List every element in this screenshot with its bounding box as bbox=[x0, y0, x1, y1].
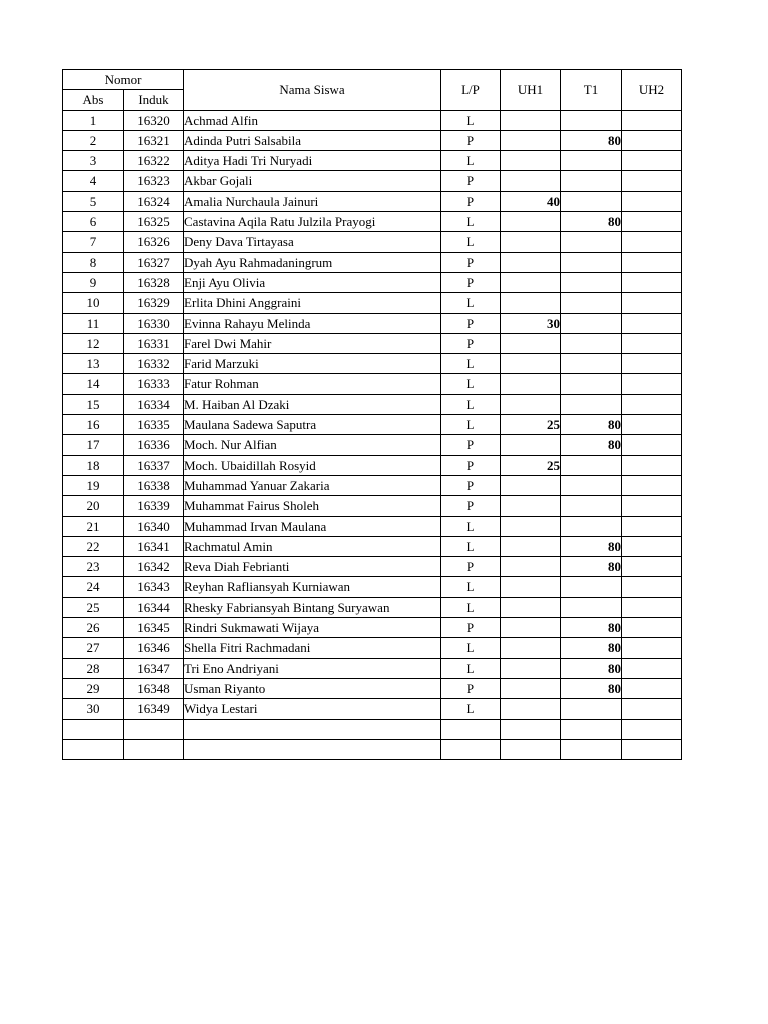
cell-lp: L bbox=[441, 577, 501, 597]
cell-abs: 19 bbox=[63, 475, 124, 495]
cell-uh2 bbox=[622, 739, 682, 759]
cell-nama: Farid Marzuki bbox=[184, 354, 441, 374]
cell-abs: 15 bbox=[63, 394, 124, 414]
cell-nama: Evinna Rahayu Melinda bbox=[184, 313, 441, 333]
cell-nama: Akbar Gojali bbox=[184, 171, 441, 191]
cell-uh2 bbox=[622, 252, 682, 272]
cell-uh1 bbox=[501, 638, 561, 658]
table-row bbox=[63, 516, 682, 536]
table-row bbox=[63, 699, 682, 719]
table-row bbox=[63, 110, 682, 130]
cell-lp: P bbox=[441, 557, 501, 577]
table-row bbox=[63, 475, 682, 495]
cell-t1 bbox=[561, 394, 622, 414]
cell-lp: L bbox=[441, 151, 501, 171]
cell-uh1 bbox=[501, 577, 561, 597]
cell-uh2 bbox=[622, 212, 682, 232]
cell-uh1 bbox=[501, 496, 561, 516]
cell-abs: 20 bbox=[63, 496, 124, 516]
table-row bbox=[63, 293, 682, 313]
table-row bbox=[63, 739, 682, 759]
table-row bbox=[63, 212, 682, 232]
cell-lp: P bbox=[441, 252, 501, 272]
table-row bbox=[63, 333, 682, 353]
cell-t1: 80 bbox=[561, 658, 622, 678]
table-row bbox=[63, 658, 682, 678]
cell-uh2 bbox=[622, 293, 682, 313]
cell-abs: 12 bbox=[63, 333, 124, 353]
table-row bbox=[63, 638, 682, 658]
cell-uh1 bbox=[501, 354, 561, 374]
cell-uh2 bbox=[622, 171, 682, 191]
table-row bbox=[63, 618, 682, 638]
cell-uh2 bbox=[622, 130, 682, 150]
cell-uh2 bbox=[622, 577, 682, 597]
cell-induk: 16340 bbox=[124, 516, 184, 536]
cell-t1: 80 bbox=[561, 638, 622, 658]
cell-t1 bbox=[561, 374, 622, 394]
cell-lp: P bbox=[441, 475, 501, 495]
cell-induk: 16330 bbox=[124, 313, 184, 333]
table-row bbox=[63, 272, 682, 292]
cell-nama bbox=[184, 739, 441, 759]
cell-induk: 16337 bbox=[124, 455, 184, 475]
table-row bbox=[63, 191, 682, 211]
cell-t1 bbox=[561, 354, 622, 374]
cell-nama: Amalia Nurchaula Jainuri bbox=[184, 191, 441, 211]
cell-uh2 bbox=[622, 658, 682, 678]
cell-t1 bbox=[561, 739, 622, 759]
cell-t1 bbox=[561, 719, 622, 739]
cell-uh1: 40 bbox=[501, 191, 561, 211]
cell-lp: P bbox=[441, 171, 501, 191]
cell-abs: 5 bbox=[63, 191, 124, 211]
table-row bbox=[63, 374, 682, 394]
cell-uh1 bbox=[501, 374, 561, 394]
cell-nama: Farel Dwi Mahir bbox=[184, 333, 441, 353]
header-abs: Abs bbox=[63, 90, 124, 110]
cell-nama: Rachmatul Amin bbox=[184, 536, 441, 556]
cell-lp: L bbox=[441, 212, 501, 232]
cell-abs: 9 bbox=[63, 272, 124, 292]
cell-uh1 bbox=[501, 293, 561, 313]
cell-t1 bbox=[561, 516, 622, 536]
table-row bbox=[63, 455, 682, 475]
cell-lp: L bbox=[441, 374, 501, 394]
cell-t1 bbox=[561, 699, 622, 719]
cell-lp: L bbox=[441, 699, 501, 719]
cell-induk bbox=[124, 719, 184, 739]
cell-uh1 bbox=[501, 739, 561, 759]
cell-lp: P bbox=[441, 272, 501, 292]
student-grade-table bbox=[62, 69, 682, 760]
cell-t1 bbox=[561, 151, 622, 171]
cell-t1 bbox=[561, 333, 622, 353]
cell-induk: 16331 bbox=[124, 333, 184, 353]
cell-induk: 16347 bbox=[124, 658, 184, 678]
cell-abs: 2 bbox=[63, 130, 124, 150]
cell-induk bbox=[124, 739, 184, 759]
header-uh1: UH1 bbox=[501, 70, 561, 111]
cell-uh2 bbox=[622, 678, 682, 698]
cell-induk: 16339 bbox=[124, 496, 184, 516]
cell-lp: P bbox=[441, 496, 501, 516]
cell-lp: L bbox=[441, 415, 501, 435]
cell-uh1 bbox=[501, 658, 561, 678]
cell-nama: Usman Riyanto bbox=[184, 678, 441, 698]
cell-induk: 16346 bbox=[124, 638, 184, 658]
cell-abs: 3 bbox=[63, 151, 124, 171]
table-row bbox=[63, 151, 682, 171]
cell-abs: 21 bbox=[63, 516, 124, 536]
header-induk: Induk bbox=[124, 90, 184, 110]
cell-lp: L bbox=[441, 536, 501, 556]
cell-abs: 11 bbox=[63, 313, 124, 333]
cell-t1: 80 bbox=[561, 435, 622, 455]
cell-uh2 bbox=[622, 394, 682, 414]
cell-t1: 80 bbox=[561, 212, 622, 232]
cell-lp: P bbox=[441, 435, 501, 455]
cell-uh2 bbox=[622, 455, 682, 475]
table-row bbox=[63, 313, 682, 333]
cell-induk: 16334 bbox=[124, 394, 184, 414]
cell-abs: 18 bbox=[63, 455, 124, 475]
cell-uh2 bbox=[622, 435, 682, 455]
cell-induk: 16343 bbox=[124, 577, 184, 597]
cell-uh1 bbox=[501, 699, 561, 719]
cell-induk: 16345 bbox=[124, 618, 184, 638]
cell-abs: 26 bbox=[63, 618, 124, 638]
table-row bbox=[63, 536, 682, 556]
table-row bbox=[63, 435, 682, 455]
cell-induk: 16342 bbox=[124, 557, 184, 577]
cell-abs: 14 bbox=[63, 374, 124, 394]
cell-nama: Rhesky Fabriansyah Bintang Suryawan bbox=[184, 597, 441, 617]
cell-lp: L bbox=[441, 597, 501, 617]
cell-induk: 16336 bbox=[124, 435, 184, 455]
cell-nama: Muhammat Fairus Sholeh bbox=[184, 496, 441, 516]
cell-uh2 bbox=[622, 333, 682, 353]
cell-induk: 16321 bbox=[124, 130, 184, 150]
cell-abs: 6 bbox=[63, 212, 124, 232]
cell-nama: Moch. Nur Alfian bbox=[184, 435, 441, 455]
cell-nama: Tri Eno Andriyani bbox=[184, 658, 441, 678]
header-nama-siswa: Nama Siswa bbox=[184, 70, 441, 111]
table-row bbox=[63, 496, 682, 516]
cell-nama: Erlita Dhini Anggraini bbox=[184, 293, 441, 313]
cell-nama: Widya Lestari bbox=[184, 699, 441, 719]
cell-uh2 bbox=[622, 719, 682, 739]
cell-uh2 bbox=[622, 232, 682, 252]
cell-induk: 16348 bbox=[124, 678, 184, 698]
cell-uh1 bbox=[501, 475, 561, 495]
table-row bbox=[63, 597, 682, 617]
cell-abs: 7 bbox=[63, 232, 124, 252]
cell-t1: 80 bbox=[561, 678, 622, 698]
cell-lp: P bbox=[441, 333, 501, 353]
cell-nama bbox=[184, 719, 441, 739]
cell-nama: Fatur Rohman bbox=[184, 374, 441, 394]
cell-induk: 16344 bbox=[124, 597, 184, 617]
header-t1: T1 bbox=[561, 70, 622, 111]
cell-uh1 bbox=[501, 678, 561, 698]
header-nomor: Nomor bbox=[63, 70, 184, 90]
cell-abs: 24 bbox=[63, 577, 124, 597]
cell-nama: Reyhan Rafliansyah Kurniawan bbox=[184, 577, 441, 597]
header-row-top bbox=[63, 70, 682, 90]
cell-uh2 bbox=[622, 557, 682, 577]
cell-abs: 8 bbox=[63, 252, 124, 272]
cell-t1 bbox=[561, 252, 622, 272]
cell-uh1: 25 bbox=[501, 455, 561, 475]
cell-induk: 16349 bbox=[124, 699, 184, 719]
cell-uh2 bbox=[622, 475, 682, 495]
cell-uh1 bbox=[501, 232, 561, 252]
cell-nama: Achmad Alfin bbox=[184, 110, 441, 130]
cell-t1 bbox=[561, 191, 622, 211]
cell-uh1: 30 bbox=[501, 313, 561, 333]
cell-uh1 bbox=[501, 435, 561, 455]
cell-uh2 bbox=[622, 354, 682, 374]
cell-nama: Moch. Ubaidillah Rosyid bbox=[184, 455, 441, 475]
cell-abs: 1 bbox=[63, 110, 124, 130]
cell-uh1 bbox=[501, 252, 561, 272]
cell-abs bbox=[63, 719, 124, 739]
cell-abs: 30 bbox=[63, 699, 124, 719]
cell-induk: 16341 bbox=[124, 536, 184, 556]
table-row bbox=[63, 557, 682, 577]
cell-lp: P bbox=[441, 191, 501, 211]
table-row bbox=[63, 678, 682, 698]
cell-induk: 16325 bbox=[124, 212, 184, 232]
table-row bbox=[63, 719, 682, 739]
cell-nama: Maulana Sadewa Saputra bbox=[184, 415, 441, 435]
cell-uh1 bbox=[501, 394, 561, 414]
cell-lp bbox=[441, 739, 501, 759]
cell-t1: 80 bbox=[561, 618, 622, 638]
cell-abs: 10 bbox=[63, 293, 124, 313]
cell-lp: L bbox=[441, 658, 501, 678]
cell-abs: 4 bbox=[63, 171, 124, 191]
cell-induk: 16333 bbox=[124, 374, 184, 394]
cell-t1 bbox=[561, 171, 622, 191]
cell-abs: 23 bbox=[63, 557, 124, 577]
table-row bbox=[63, 415, 682, 435]
table-row bbox=[63, 252, 682, 272]
cell-t1 bbox=[561, 577, 622, 597]
cell-abs: 16 bbox=[63, 415, 124, 435]
table-body bbox=[63, 110, 682, 760]
cell-uh1 bbox=[501, 719, 561, 739]
cell-lp: L bbox=[441, 516, 501, 536]
cell-induk: 16320 bbox=[124, 110, 184, 130]
cell-uh1 bbox=[501, 130, 561, 150]
cell-t1 bbox=[561, 293, 622, 313]
cell-abs: 27 bbox=[63, 638, 124, 658]
cell-induk: 16322 bbox=[124, 151, 184, 171]
header-uh2: UH2 bbox=[622, 70, 682, 111]
cell-abs: 25 bbox=[63, 597, 124, 617]
cell-uh1 bbox=[501, 333, 561, 353]
cell-uh1 bbox=[501, 151, 561, 171]
cell-induk: 16327 bbox=[124, 252, 184, 272]
table-row bbox=[63, 394, 682, 414]
cell-uh2 bbox=[622, 638, 682, 658]
table-row bbox=[63, 130, 682, 150]
cell-uh1 bbox=[501, 597, 561, 617]
cell-nama: Aditya Hadi Tri Nuryadi bbox=[184, 151, 441, 171]
cell-nama: Castavina Aqila Ratu Julzila Prayogi bbox=[184, 212, 441, 232]
cell-lp: P bbox=[441, 678, 501, 698]
cell-induk: 16329 bbox=[124, 293, 184, 313]
cell-uh1 bbox=[501, 171, 561, 191]
cell-lp: L bbox=[441, 394, 501, 414]
cell-t1 bbox=[561, 475, 622, 495]
cell-t1: 80 bbox=[561, 415, 622, 435]
cell-nama: M. Haiban Al Dzaki bbox=[184, 394, 441, 414]
cell-induk: 16332 bbox=[124, 354, 184, 374]
cell-lp bbox=[441, 719, 501, 739]
cell-uh2 bbox=[622, 699, 682, 719]
cell-abs: 29 bbox=[63, 678, 124, 698]
cell-uh2 bbox=[622, 272, 682, 292]
cell-induk: 16335 bbox=[124, 415, 184, 435]
cell-uh2 bbox=[622, 618, 682, 638]
cell-uh2 bbox=[622, 374, 682, 394]
cell-nama: Reva Diah Febrianti bbox=[184, 557, 441, 577]
cell-uh2 bbox=[622, 151, 682, 171]
cell-nama: Muhammad Yanuar Zakaria bbox=[184, 475, 441, 495]
cell-t1 bbox=[561, 597, 622, 617]
cell-uh2 bbox=[622, 313, 682, 333]
cell-nama: Enji Ayu Olivia bbox=[184, 272, 441, 292]
cell-induk: 16323 bbox=[124, 171, 184, 191]
cell-induk: 16328 bbox=[124, 272, 184, 292]
cell-uh1 bbox=[501, 272, 561, 292]
cell-nama: Adinda Putri Salsabila bbox=[184, 130, 441, 150]
table-row bbox=[63, 232, 682, 252]
cell-uh1 bbox=[501, 536, 561, 556]
cell-t1: 80 bbox=[561, 536, 622, 556]
cell-nama: Muhammad Irvan Maulana bbox=[184, 516, 441, 536]
cell-uh1 bbox=[501, 618, 561, 638]
cell-induk: 16338 bbox=[124, 475, 184, 495]
cell-uh2 bbox=[622, 597, 682, 617]
cell-t1 bbox=[561, 232, 622, 252]
cell-uh1: 25 bbox=[501, 415, 561, 435]
cell-t1 bbox=[561, 496, 622, 516]
cell-t1: 80 bbox=[561, 557, 622, 577]
cell-abs: 17 bbox=[63, 435, 124, 455]
cell-nama: Shella Fitri Rachmadani bbox=[184, 638, 441, 658]
cell-t1 bbox=[561, 455, 622, 475]
cell-t1 bbox=[561, 272, 622, 292]
cell-uh2 bbox=[622, 110, 682, 130]
cell-induk: 16324 bbox=[124, 191, 184, 211]
cell-uh1 bbox=[501, 212, 561, 232]
cell-lp: L bbox=[441, 232, 501, 252]
cell-lp: P bbox=[441, 130, 501, 150]
cell-uh2 bbox=[622, 496, 682, 516]
table-row bbox=[63, 577, 682, 597]
table-row bbox=[63, 354, 682, 374]
cell-lp: P bbox=[441, 618, 501, 638]
cell-t1: 80 bbox=[561, 130, 622, 150]
cell-nama: Dyah Ayu Rahmadaningrum bbox=[184, 252, 441, 272]
cell-uh2 bbox=[622, 415, 682, 435]
cell-uh1 bbox=[501, 516, 561, 536]
cell-uh2 bbox=[622, 516, 682, 536]
cell-uh2 bbox=[622, 191, 682, 211]
cell-induk: 16326 bbox=[124, 232, 184, 252]
cell-abs: 28 bbox=[63, 658, 124, 678]
cell-lp: P bbox=[441, 313, 501, 333]
cell-abs bbox=[63, 739, 124, 759]
cell-lp: L bbox=[441, 354, 501, 374]
cell-uh1 bbox=[501, 110, 561, 130]
cell-nama: Rindri Sukmawati Wijaya bbox=[184, 618, 441, 638]
header-lp: L/P bbox=[441, 70, 501, 111]
cell-nama: Deny Dava Tirtayasa bbox=[184, 232, 441, 252]
cell-lp: L bbox=[441, 293, 501, 313]
cell-lp: L bbox=[441, 110, 501, 130]
cell-abs: 22 bbox=[63, 536, 124, 556]
table-row bbox=[63, 171, 682, 191]
cell-uh2 bbox=[622, 536, 682, 556]
cell-abs: 13 bbox=[63, 354, 124, 374]
cell-uh1 bbox=[501, 557, 561, 577]
cell-lp: P bbox=[441, 455, 501, 475]
cell-lp: L bbox=[441, 638, 501, 658]
cell-t1 bbox=[561, 313, 622, 333]
cell-t1 bbox=[561, 110, 622, 130]
